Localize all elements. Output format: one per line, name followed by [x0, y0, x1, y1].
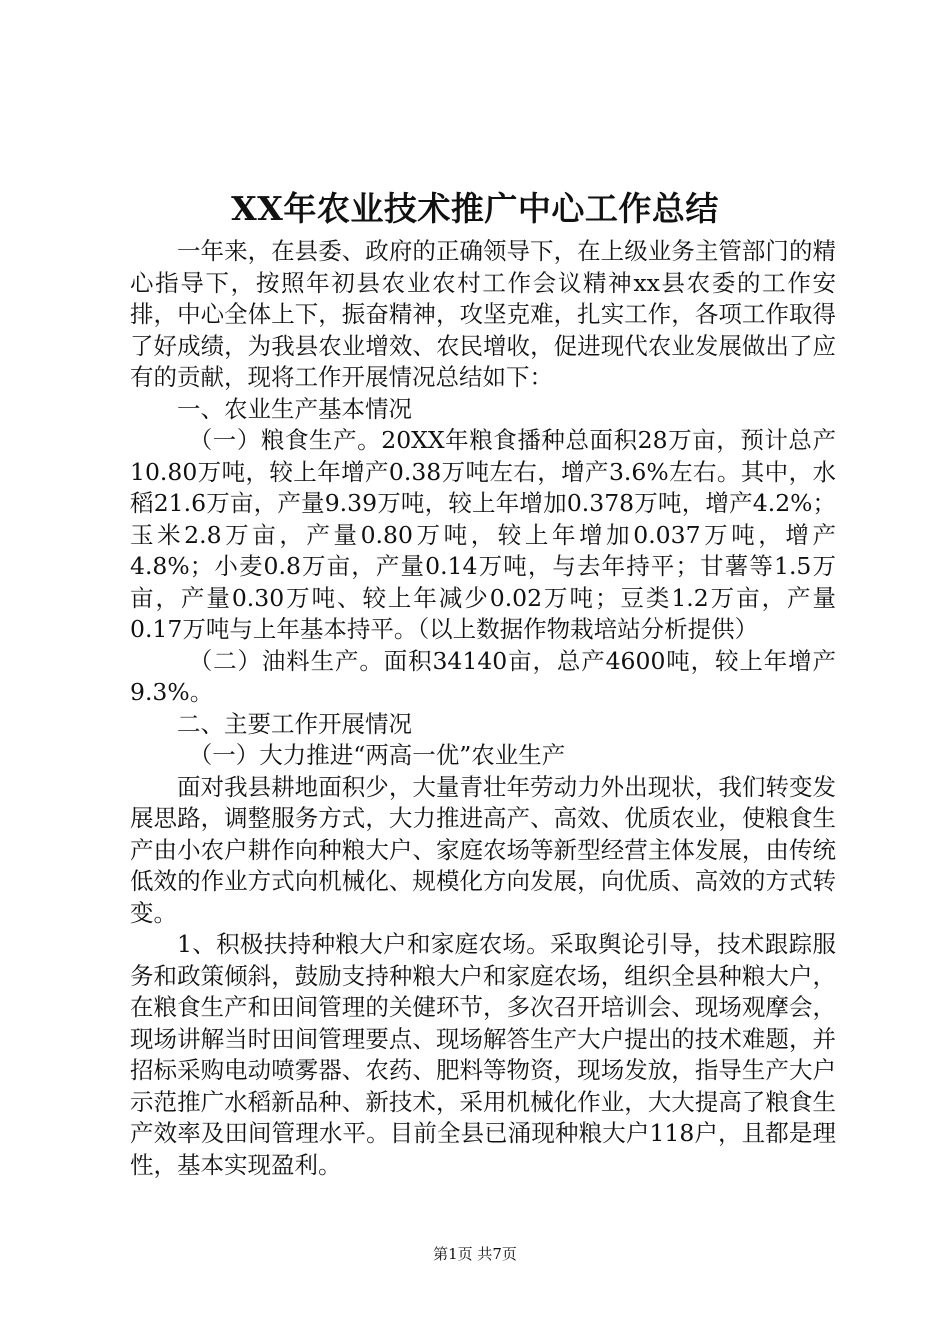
- intro-paragraph: 一年来，在县委、政府的正确领导下，在上级业务主管部门的精心指导下，按照年初县农业农村工作会议精神xx县农委的工作安排，中心全体上下，振奋精神，攻坚克难，扎实工作，各项工作取得了好成绩，为我县农业增效、农民增收，促进现代农业发展做出了应有的贡献，现将工作开展情况总结如下：: [130, 237, 836, 391]
- oil-production-paragraph: （二）油料生产。面积34140亩，总产4600吨，较上年增产9.3%。: [130, 646, 836, 706]
- document-body: [130, 236, 836, 1181]
- support-farmers-paragraph: 1、积极扶持种粮大户和家庭农场。采取舆论引导，技术跟踪服务和政策倾斜，鼓励支持种粮大户和家庭农场，组织全县种粮大户，在粮食生产和田间管理的关健环节，多次召开培训会、现场观摩会，现场讲解当时田间管理要点、现场解答生产大户提出的技术难题，并招标采购电动喷雾器、农药、肥料等物资，现场发放，指导生产大户示范推广水稻新品种、新技术，采用机械化作业，大大提高了粮食生产效率及田间管理水平。目前全县已涌现种粮大户118户，且都是理性，基本实现盈利。: [130, 930, 836, 1179]
- document-title: XX年农业技术推广中心工作总结: [231, 189, 719, 228]
- development-paragraph: 面对我县耕地面积少，大量青壮年劳动力外出现状，我们转变发展思路，调整服务方式，大力推进高产、高效、优质农业，使粮食生产由小农户耕作向种粮大户、家庭农场等新型经营主体发展，由传统低效的作业方式向机械化、规模化方向发展，向优质、高效的方式转变。: [130, 772, 836, 927]
- section-heading-2: 二、主要工作开展情况: [177, 709, 412, 738]
- page-number-footer: 第1页 共7页: [433, 1245, 517, 1263]
- subsection-heading-1: （一）大力推进“两高一优”农业生产: [188, 741, 566, 769]
- section-heading-1: 一、农业生产基本情况: [177, 394, 412, 423]
- grain-production-paragraph: （一）粮食生产。20XX年粮食播种总面积28万亩，预计总产10.80万吨，较上年增产0.38万吨左右，增产3.6%左右。其中，水稻21.6万亩，产量9.39万吨，较上年增加0.378万吨，增产4.2%；玉米2.8万亩，产量0.80万吨，较上年增加0.037万吨，增产4.8%；小麦0.8万亩，产量0.14万吨，与去年持平；甘薯等1.5万亩，产量0.30万吨、较上年减少0.02万吨；豆类1.2万亩，产量0.17万吨与上年基本持平。（以上数据作物栽培站分析提供）: [130, 426, 836, 643]
